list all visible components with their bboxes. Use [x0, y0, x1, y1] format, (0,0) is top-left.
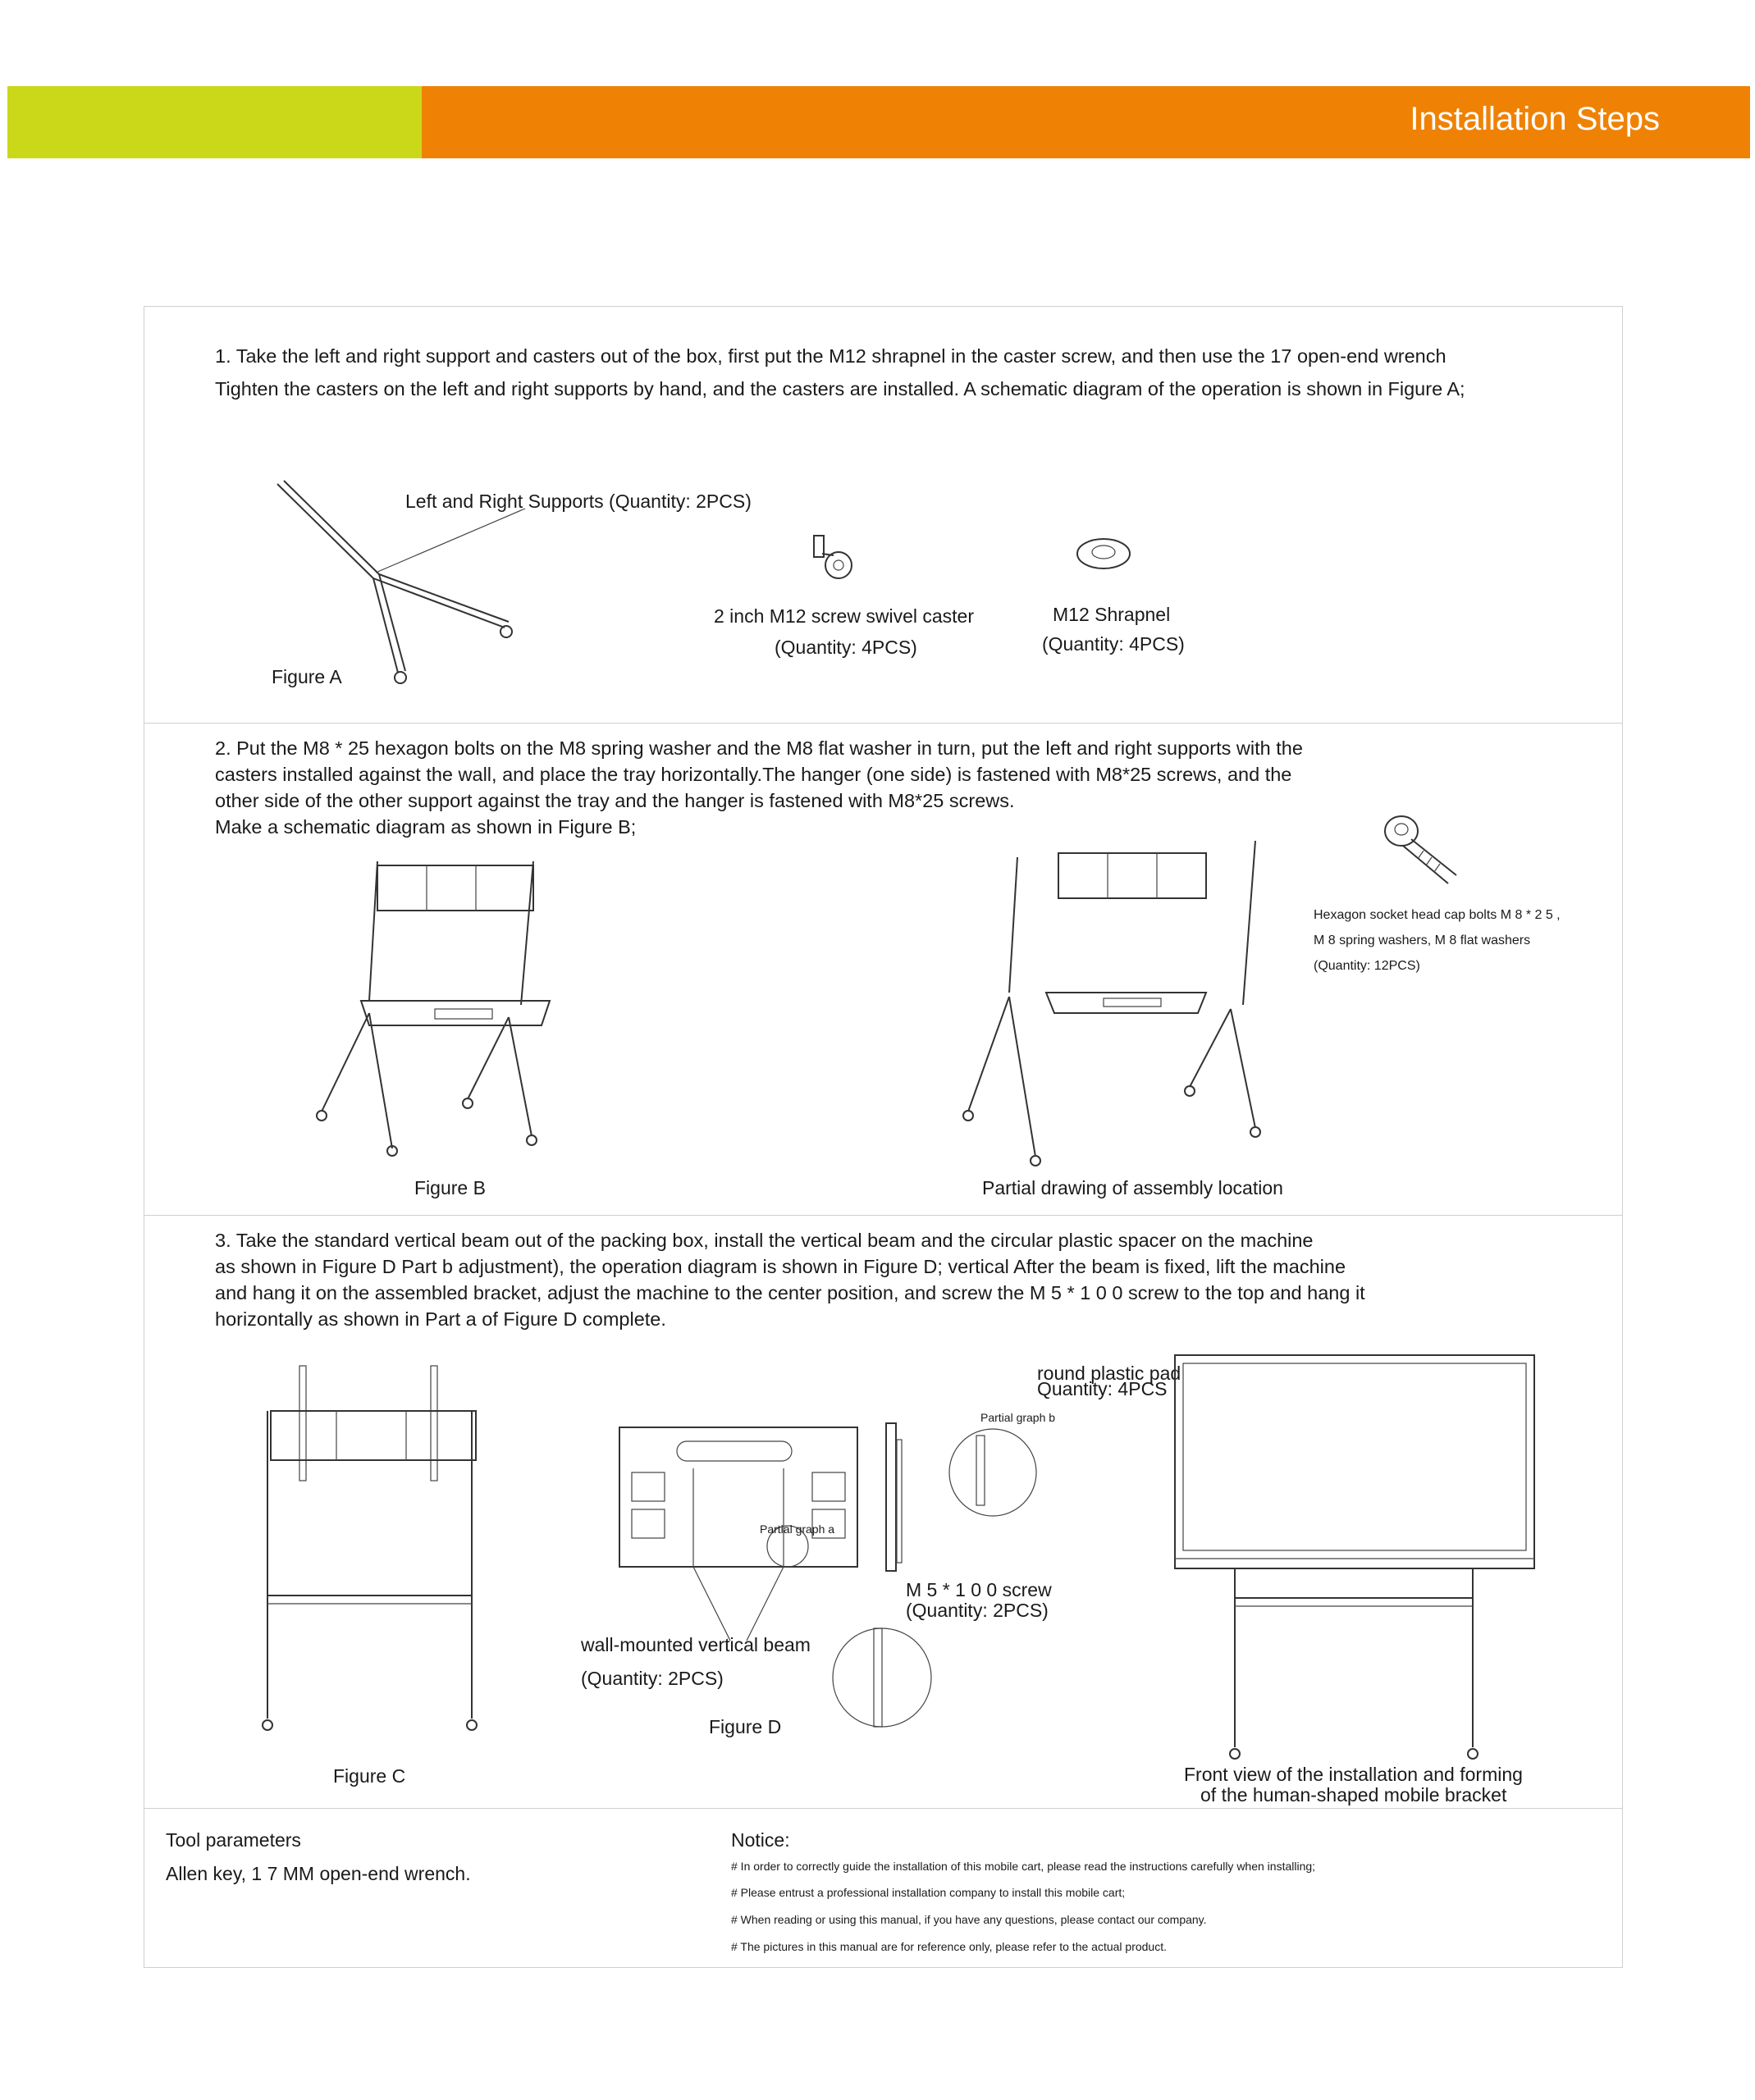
supports-label: Left and Right Supports (Quantity: 2PCS) — [405, 491, 752, 512]
divider — [144, 723, 1622, 724]
caster-icon — [804, 529, 862, 587]
step1-text-line1: 1. Take the left and right support and casters out of the box, first put the M12 shrapnel in the caster screw, and then use the 17 open-end wrench — [215, 345, 1447, 367]
figure-b-label: Figure B — [414, 1177, 486, 1198]
step2-text-line2: casters installed against the wall, and place the tray horizontally.The hanger (one side) is fastened with M8*25 screws, and the — [215, 764, 1292, 785]
notice-item: # When reading or using this manual, if you have any questions, please contact our company. — [731, 1913, 1207, 1926]
round-pad-quantity: Quantity: 4PCS — [1037, 1378, 1168, 1399]
notice-item: # Please entrust a professional installation company to install this mobile cart; — [731, 1886, 1126, 1899]
tools-title: Tool parameters — [166, 1829, 301, 1851]
bolt-label-line3: (Quantity: 12PCS) — [1314, 959, 1420, 973]
bolt-label-line1: Hexagon socket head cap bolts M 8 * 2 5 , — [1314, 908, 1561, 922]
tools-text: Allen key, 1 7 MM open-end wrench. — [166, 1863, 471, 1884]
partial-graph-a-label: Partial graph a — [760, 1522, 835, 1536]
divider — [144, 1808, 1622, 1809]
shrapnel-label: M12 Shrapnel — [1053, 604, 1171, 625]
header-green-bar — [7, 86, 422, 158]
step3-text-line2: as shown in Figure D Part b adjustment), the operation diagram is shown in Figure D; vertical After the beam is fixed, lift the machine — [215, 1256, 1346, 1277]
page-title: Installation Steps — [1410, 101, 1660, 137]
m5-screw-label: M 5 * 1 0 0 screw — [906, 1579, 1052, 1600]
assembled-stand-illustration — [312, 849, 574, 1161]
step2-text-line4: Make a schematic diagram as shown in Figure B; — [215, 816, 637, 838]
notice-item: # The pictures in this manual are for reference only, please refer to the actual product. — [731, 1940, 1167, 1953]
exploded-stand-illustration — [960, 833, 1288, 1169]
step1-text-line2: Tighten the casters on the left and right supports by hand, and the casters are installed. A schematic diagram of the operation is shown in Figure A; — [215, 378, 1465, 399]
bolt-label-line2: M 8 spring washers, M 8 flat washers — [1314, 934, 1531, 947]
step2-text-line1: 2. Put the M8 * 25 hexagon bolts on the M8 spring washer and the M8 flat washer in turn, put the left and right supports with the — [215, 737, 1303, 759]
vertical-beam-quantity: (Quantity: 2PCS) — [581, 1668, 724, 1689]
shrapnel-quantity: (Quantity: 4PCS) — [1042, 633, 1185, 655]
caster-label: 2 inch M12 screw swivel caster — [714, 605, 974, 627]
step3-text-line3: and hang it on the assembled bracket, adjust the machine to the center position, and screw the M 5 * 1 0 0 screw to the top and hang it — [215, 1282, 1365, 1303]
hex-bolt-icon — [1378, 808, 1469, 890]
partial-graph-a-detail — [829, 1624, 935, 1731]
front-view-label-line1: Front view of the installation and forming — [1184, 1764, 1523, 1785]
figure-a-label: Figure A — [272, 666, 342, 687]
step3-text-line1: 3. Take the standard vertical beam out of the packing box, install the vertical beam and the circular plastic spacer on the machine — [215, 1230, 1314, 1251]
divider — [144, 1215, 1622, 1216]
vertical-beam-label: wall-mounted vertical beam — [581, 1634, 811, 1655]
caster-quantity: (Quantity: 4PCS) — [775, 637, 917, 658]
front-view-label-line2: of the human-shaped mobile bracket — [1200, 1784, 1507, 1806]
notice-item: # In order to correctly guide the installation of this mobile cart, please read the instructions carefully when installing; — [731, 1860, 1316, 1873]
partial-graph-b-label: Partial graph b — [980, 1411, 1056, 1424]
figure-d-label: Figure D — [709, 1716, 782, 1737]
shrapnel-icon — [1071, 533, 1136, 574]
figure-c-label: Figure C — [333, 1765, 406, 1787]
partial-assembly-label: Partial drawing of assembly location — [982, 1177, 1283, 1198]
step3-text-line4: horizontally as shown in Part a of Figure D complete. — [215, 1308, 666, 1330]
header-banner — [7, 86, 1750, 158]
bracket-front-illustration — [254, 1366, 492, 1755]
mounted-display-illustration — [1173, 1354, 1536, 1768]
step2-text-line3: other side of the other support against the tray and the hanger is fastened with M8*25 screws. — [215, 790, 1015, 811]
notice-title: Notice: — [731, 1829, 790, 1851]
m5-screw-quantity: (Quantity: 2PCS) — [906, 1600, 1049, 1621]
round-pad-label: round plastic pad — [1037, 1363, 1181, 1384]
